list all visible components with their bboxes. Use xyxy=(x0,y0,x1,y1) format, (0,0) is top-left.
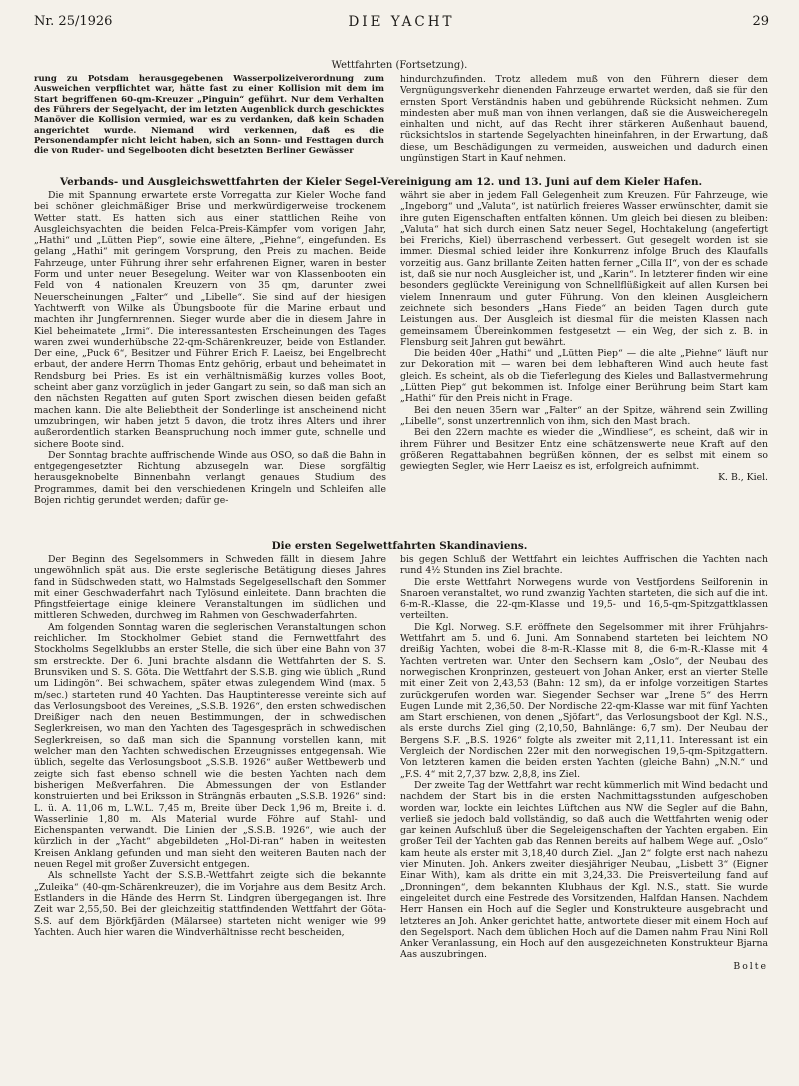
section2-headline: Verbands- und Ausgleichswettfahrten der Kieler Segel-Vereinigung am 12. und 13. Juni auf dem Kieler Hafen. xyxy=(60,176,703,188)
section2-left-paragraph: Der Sonntag brachte auffrischende Winde aus OSO, so daß die Bahn in entgegengesetzter Richtung abzusegeln war. Diese sorgfältig herausgeknobelte Binnenbahn verlangt genaues Studium des Programmes, damit bei den verschiedenen Kringeln und Schleifen alle Bojen richtig gerundet werden; dafür ge- xyxy=(34,449,386,507)
section3-headline: Die ersten Segelwettfahrten Skandinaviens. xyxy=(271,540,528,552)
section3-left-paragraph: Als schnellste Yacht der S.S.B.-Wettfahrt zeigte sich die bekannte „Zuleika“ (40-qm-Schärenkreuzer), die im Vorjahre aus dem Besitz Arch. Estlanders in die Hände des Herrn St. Lindgren übergegangen ist. Ihre Zeit war 2,55,50. Bei der gleichzeitig stattfindenden Wettfahrt der Göta-S.S. auf dem Björkfjärden (Mälarsee) starteten nicht weniger wie 99 Yachten. Auch hier waren die Windverhältnisse recht bescheiden, xyxy=(34,870,386,938)
section3-left-paragraph: Am folgenden Sonntag waren die seglerischen Veranstaltungen schon reichlicher. Im Stockholmer Gebiet stand die Fernwettfahrt des Stockholms Segelklubbs an erster Stelle, die sich über eine Bahn von 37 sm erstreckte. Der 6. Juni brachte alsdann die Wettfahrten der S. S. Brunsviken und S. S. Göta. Die Wettfahrt der S.S.B. ging wie üblich „Rund um Lidingön“. Bei schwachem, später etwas zulegendem Wind (max. 5 m/sec.) starteten rund 40 Yachten. Das Hauptinteresse vereinte sich auf das Verlosungsboot des Vereines, „S.S.B. 1926“, den ersten schwedischen Dreißiger nach den neuen Bestimmungen, der in schwedischen Seglerkreisen, wo man den Yachten des Tagesgespräch in schwedischen Seglerkreisen, so daß man sich die Spannung vorstellen kann, mit welcher man den Yachten schwedischen Erzeugnisses entgegensah. Wie üblich, segelte das Verlosungsboot „S.S.B. 1926“ außer Wettbewerb und zeigte sich fast ebenso schnell wie die besten Yachten nach dem bisherigen Meßverfahren. Die Abmessungen der von Estlander konstruierten und bei Eriksson in Strängnäs erbauten „S.S.B. 1926“ sind: L. ü. A. 11,06 m, L.W.L. 7,45 m, Breite über Deck 1,96 m, Breite i. d. Wasserlinie 1,80 m. Als Material wurde Föhre auf Stahl- und Eichenspanten verwandt. Die Linien der „S.S.B. 1926“, wie auch der kürzlich in der „Yacht“ abgebildeten „Hol-Di-ran“ haben in weitesten Kreisen Anklang gefunden und man sieht den weiteren Bauten nach der neuen Regel mit großer Zuversicht entgegen. xyxy=(34,621,386,871)
section2-left-paragraph: Die mit Spannung erwartete erste Vorregatta zur Kieler Woche fand bei schöner gleichmäßiger Brise und merkwürdigerweise trockenem Wetter statt. Es hatten sich aus einer stattlichen Reihe von Ausgleichsyachten die beiden Felca-Preis-Kämpfer vom vorigen Jahr, „Hathi“ und „Lütten Piep“, sowie eine ältere, „Piehne“, eingefunden. Es gelang „Hathi“ mit geringem Vorsprung, den Preis zu machen. Beide Fahrzeuge, unter Führung ihrer sehr erfahrenen Eigner, waren in bester Form und unter neuer Besegelung. Weiter war von Klassenbooten ein Feld von 4 nationalen Kreuzern von 35 qm, darunter zwei Neuerscheinungen „Falter“ und „Libelle“. Sie sind auf der hiesigen Yachtwerft von Wilke als Übungsboote für die Marine erbaut und machten ihr Jungfernrennen. Sieger wurde aber die in diesem Jahre in Kiel beheimatete „Irmi“. Die interessantesten Erscheinungen des Tages waren zwei wunderhübsche 22-qm-Schärenkreuzer, beide von Estlander. Der eine, „Puck 6“, Besitzer und Führer Erich F. Laeisz, bei Engelbrecht erbaut, der andere Herrn Thomas Entz gehörig, erbaut und beheimatet in Rendsburg bei Pries. Es ist ein verhältnismäßig kurzes volles Boot, scheint aber ganz vorzüglich in jeder Gangart zu sein, so daß man sich an den nächsten Regatten auf guten Sport zwischen diesen beiden gefaßt machen kann. Die alte Beliebtheit der Sonderlinge ist anscheinend nicht umzubringen, wir haben jetzt 5 davon, die trotz ihres Alters und ihrer außerordentlich starken Beanspruchung noch immer gute, schnelle und sichere Boote sind. xyxy=(34,190,386,450)
section3-right-paragraph: Der zweite Tag der Wettfahrt war recht kümmerlich mit Wind bedacht und nachdem der Start bis in die ersten Nachmittagsstunden aufgeschoben worden war, lockte ein leichtes Lüftchen aus NW die Segler auf die Bahn, verließ sie jedoch bald vollständig, so daß auch die Wettfahrten wenig oder gar keinen Aufschluß über die Segeleigenschaften der Yachten ergaben. Ein großer Teil der Yachten gab das Rennen bereits auf halbem Wege auf. „Oslo“ kam heute als erster mit 3,18,40 durch Ziel. „Jan 2“ folgte erst nach nahezu vier Minuten. Joh. Ankers zweiter diesjähriger Neubau, „Lisbett 3“ (Eigner Einar With), kam als dritte ein mit 3,24,33. Die Preisverteilung fand auf „Dronningen“, dem bekannten Klubhaus der Kgl. N.S., statt. Sie wurde eingeleitet durch eine Festrede des Vorsitzenden, Halfdan Hansen. Nachdem Herr Hansen ein Hoch auf die Segler und Konstrukteure ausgebracht und letzteres an Joh. Anker gerichtet hatte, antwortete dieser mit einem Hoch auf den Segelsport. Nach dem üblichen Hoch auf die Damen nahm Frau Nini Roll Anker Veranlassung, ein Hoch auf den ausgezeichneten Konstrukteur Bjarna Aas auszubringen. xyxy=(400,779,768,961)
section-continuation-title: Wettfahrten (Fortsetzung). xyxy=(331,60,468,71)
section3-left-column xyxy=(34,554,386,1064)
section1-left-column xyxy=(34,74,384,164)
section2-right-paragraph: währt sie aber in jedem Fall Gelegenheit zum Kreuzen. Für Fahrzeuge, wie „Ingeborg“ und „Valuta“, ist natürlich freieres Wasser erwünschter, damit sie ihre guten Eigenschaften entfalten können. Um gleich bei diesen zu bleiben: „Valuta“ hat sich durch einen Satz neuer Segel, Hochtakelung (angefertigt bei Frerichs, Kiel) überraschend verbessert. Gut gesegelt worden ist sie immer. Diesmal schied leider ihre Konkurrenz infolge Bruch des Klaufalls vorzeitig aus. Ganz brillante Zeiten hatten ferner „Cilla II“, von der es schade ist, daß sie nur noch Ausgleicher ist, und „Karin“. In letzterer finden wir eine besonders geglückte Vereinigung von Schnellflüßigkeit auf allen Kursen bei vielem Innenraum und guter Führung. Von den kleinen Ausgleichern zeichnete sich besonders „Hans Fiede“ an beiden Tagen durch gute Leistungen aus. Der Ausgleich ist diesmal für die meisten Klassen nach gemeinsamem Übereinkommen festgesetzt — ein Weg, der sich z. B. in Flensburg seit Jahren gut bewährt. xyxy=(400,190,768,348)
running-header xyxy=(34,14,769,34)
section2-left-column xyxy=(34,190,386,542)
section3-right-column xyxy=(400,554,768,1064)
section2-right-paragraph: Bei den neuen 35ern war „Falter“ an der Spitze, während sein Zwilling „Libelle“, sonst unzertrennlich von ihm, sich den Mast brach. xyxy=(400,404,768,427)
section1-right-text: hindurchzufinden. Trotz alledem muß von den Führern dieser dem Vergnügungsverkehr dienenden Fahrzeuge erwartet werden, daß sie für den ernsten Sport Verständnis haben und gebührende Rücksicht nehmen. Zum mindesten aber muß man von ihnen verlangen, daß sie die Ausweicheregeln einhalten und nicht, auf das Recht ihrer stärkeren Außenhaut bauend, rücksichtslos in startende Segelyachten hineinfahren, in der Erwartung, daß diese, um Beschädigungen zu vermeiden, ausweichen und dadurch einen ungünstigen Start in Kauf nehmen. xyxy=(400,74,768,164)
section2-right-paragraph: Die beiden 40er „Hathi“ und „Lütten Piep“ — die alte „Piehne“ läuft nur zur Dekoration mit — waren bei dem lebhafteren Wind auch heute fast gleich. Es scheint, als ob die Tieferlegung des Kieles und Ballastvermehrung „Lütten Piep“ gut bekommen ist. Infolge einer Berührung beim Start kam „Hathi“ für den Preis nicht in Frage. xyxy=(400,348,768,405)
section2-right-paragraph: Bei den 22ern machte es wieder die „Windliese“, es scheint, daß wir in ihrem Führer und Besitzer Entz eine schätzenswerte neue Kraft auf den größeren Regattabahnen begrüßen können, der es selbst mit einem so gewiegten Segler, wie Herr Laeisz es ist, erfolgreich aufnimmt. xyxy=(400,427,768,473)
page-number: 29 xyxy=(752,14,769,29)
section2-right-column xyxy=(400,190,768,542)
section3-right-paragraph: Die erste Wettfahrt Norwegens wurde von Vestfjordens Seilforenin in Snaroen veranstaltet, wo rund zwanzig Yachten starteten, die sich auf die int. 6-m-R.-Klasse, die 22-qm-Klasse und 19,5- und 16,5-qm-Spitzgattklassen verteilten. xyxy=(400,576,768,622)
section3-right-paragraph: Die Kgl. Norweg. S.F. eröffnete den Segelsommer mit ihrer Frühjahrs-Wettfahrt am 5. und 6. Juni. Am Sonnabend starteten bei leichtem NO dreißig Yachten, wobei die 8-m-R.-Klasse mit 8, die 6-m-R.-Klasse mit 4 Yachten vertreten war. Unter den Sechsern kam „Oslo“, der Neubau des norwegischen Kronprinzen, gesteuert von Johan Anker, erst an vierter Stelle mit einer Zeit von 2,43,53 (Bahn: 12 sm), da er infolge vorzeitigen Startes zurückgerufen worden war. Siegender Sechser war „Irene 5“ des Herrn Eugen Lunde mit 2,36,50. Der Nordische 22-qm-Klasse war mit fünf Yachten am Start erschienen, von denen „Sjöfart“, das Verlosungsboot der Kgl. N.S., als erste durchs Ziel ging (2,10,50, Bahnlänge: 6,7 sm). Der Neubau der Bergens S.F. „B.S. 1926“ folgte als zweiter mit 2,11,11. Interessant ist ein Vergleich der Nordischen 22er mit den norwegischen 19,5-qm-Spitzgattern. Von letzteren kamen die beiden ersten Yachten (gleiche Bahn) „N.N.“ und „F.S. 4“ mit 2,7,37 bzw. 2,8,8, ins Ziel. xyxy=(400,621,768,780)
journal-title: DIE YACHT xyxy=(348,14,455,30)
section3-signature: Bolte xyxy=(733,960,768,972)
issue-number: Nr. 25/1926 xyxy=(34,14,113,29)
section2-signature: K. B., Kiel. xyxy=(718,472,768,484)
section3-left-paragraph: Der Beginn des Segelsommers in Schweden fällt in diesem Jahre ungewöhnlich spät aus. Die erste seglerische Betätigung dieses Jahres fand in Südschweden statt, wo Halmstads Segelgesellschaft den Sommer mit einer Geschwaderfahrt nach Tylösund einleitete. Dann brachten die Pfingstfeiertage einige kleinere Veranstaltungen im südlichen und mittleren Schweden, durchweg im Rahmen von Geschwaderfahrten. xyxy=(34,554,386,622)
section1-left-text: rung zu Potsdam herausgegebenen Wasserpolizeiverordnung zum Ausweichen verpflichtet war, hätte fast zu einer Kollision mit dem im Start begriffenen 60-qm-Kreuzer „Pinguin“ geführt. Nur dem Verhalten des Führers der Segelyacht, der im letzten Augenblick durch geschicktes Manöver die Kollision vermied, war es zu verdanken, daß kein Schaden angerichtet wurde. Niemand wird verkennen, daß es die Personendampfer nicht leicht haben, sich an Sonn- und Festtagen durch die von Ruder- und Segelbooten dicht besetzten Berliner Gewässer xyxy=(34,74,384,157)
section1-right-column xyxy=(400,74,768,164)
section3-right-paragraph: bis gegen Schluß der Wettfahrt ein leichtes Auffrischen die Yachten nach rund 4½ Stunden ins Ziel brachte. xyxy=(400,554,768,577)
